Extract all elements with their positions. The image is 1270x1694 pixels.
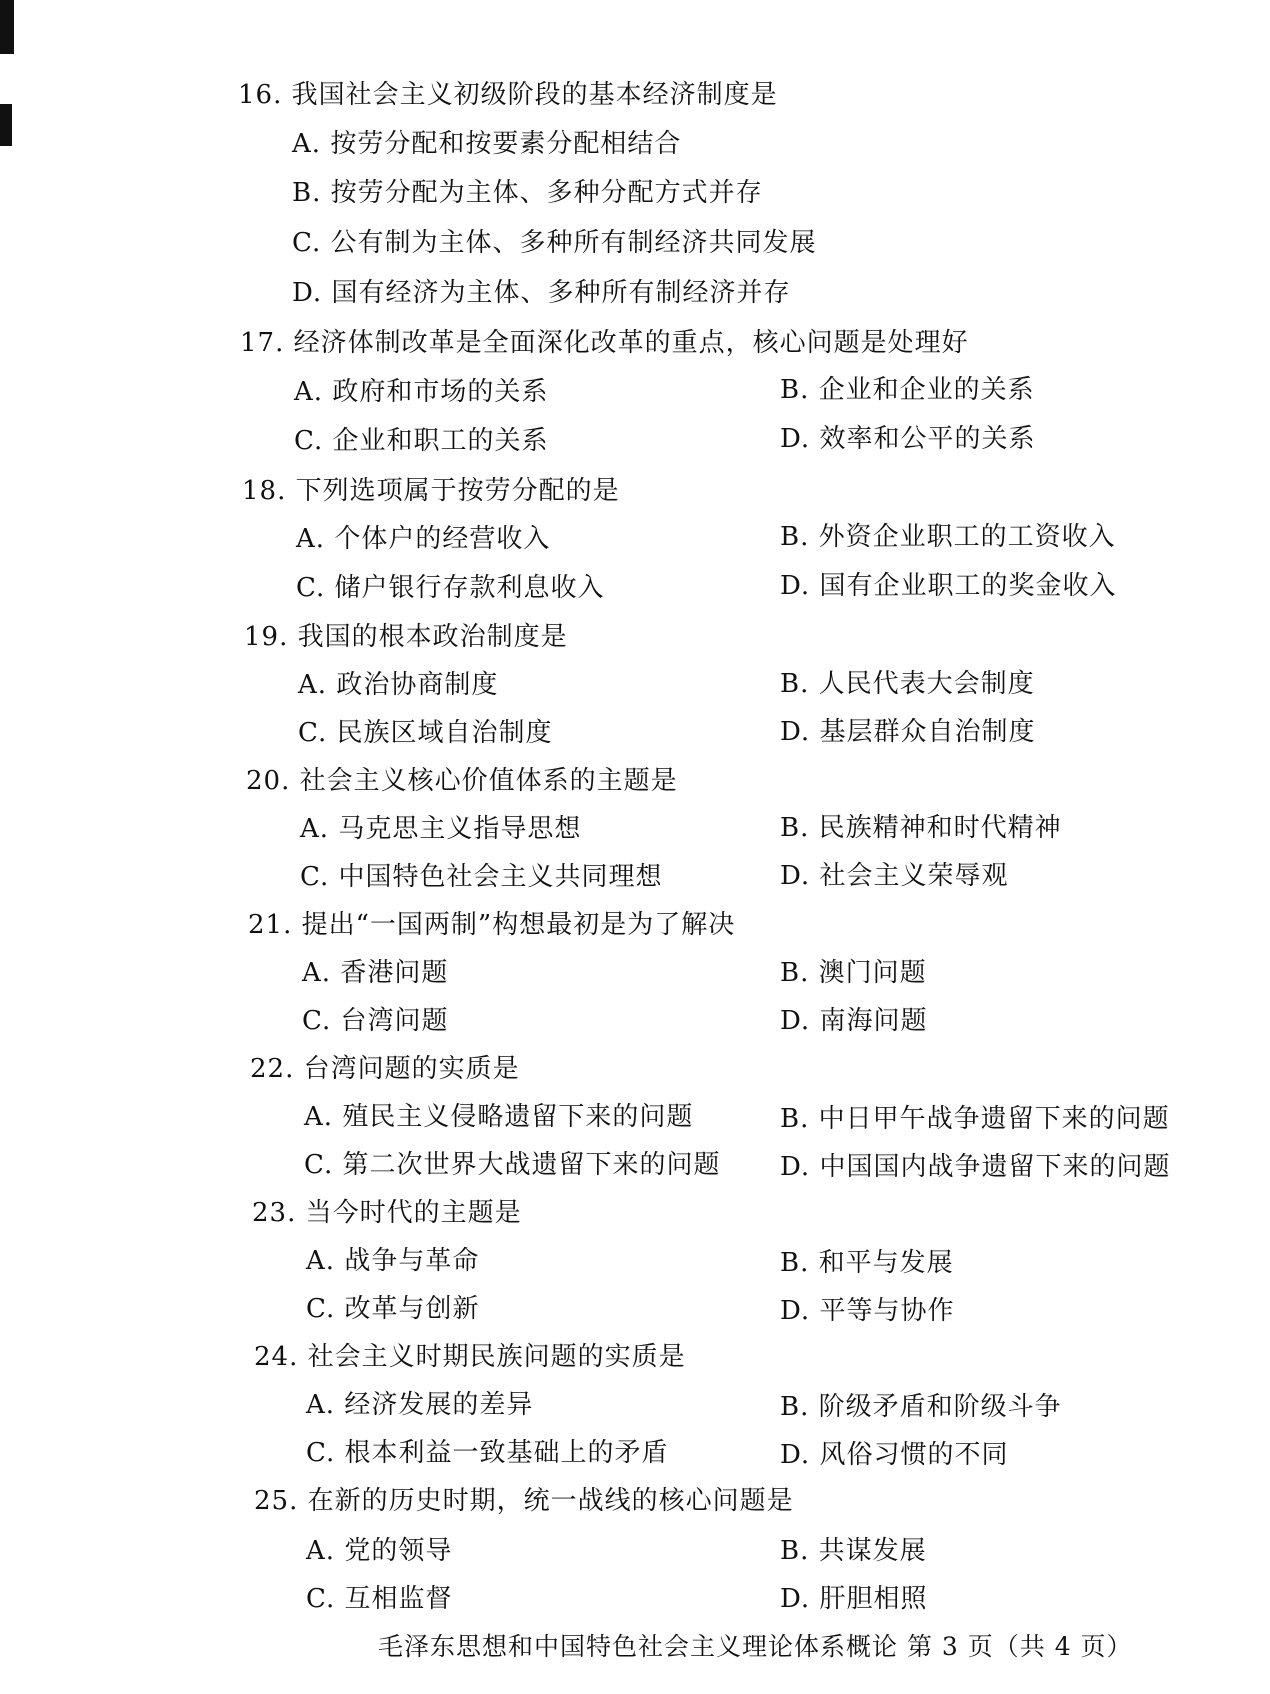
option-24-a: [306, 1390, 533, 1420]
option-18-a: [296, 524, 550, 554]
option-letter: C.: [306, 1584, 336, 1614]
option-21-a: [302, 958, 448, 988]
option-letter: D.: [292, 278, 323, 308]
question-stem: 在新的历史时期，统一战线的核心问题是: [307, 1486, 794, 1516]
option-25-b: [780, 1536, 927, 1566]
question-stem: 社会主义核心价值体系的主题是: [299, 766, 678, 796]
option-17-b: [780, 375, 1035, 405]
option-22-c: [304, 1150, 721, 1180]
option-text: 储户银行存款利息收入: [334, 573, 605, 603]
option-17-a: [294, 377, 548, 407]
question-16: [238, 80, 778, 110]
option-text: 根本利益一致基础上的矛盾: [344, 1438, 669, 1468]
option-23-b: [780, 1248, 954, 1278]
question-22: [250, 1054, 520, 1084]
question-stem: 我国的根本政治制度是: [297, 622, 568, 652]
option-text: 按劳分配和按要素分配相结合: [330, 129, 682, 159]
option-letter: C.: [292, 228, 322, 258]
question-19: [244, 622, 568, 652]
option-text: 人民代表大会制度: [818, 669, 1035, 699]
question-number: 23.: [252, 1198, 297, 1228]
option-21-d: [780, 1006, 927, 1036]
option-text: 台湾问题: [340, 1006, 449, 1036]
option-24-c: [306, 1438, 669, 1468]
option-letter: C.: [298, 718, 328, 748]
question-stem: 当今时代的主题是: [305, 1198, 522, 1228]
option-text: 企业和职工的关系: [332, 426, 549, 456]
question-number: 20.: [246, 766, 291, 796]
option-16-a: [292, 129, 681, 159]
option-letter: A.: [292, 129, 322, 159]
option-22-a: [304, 1102, 693, 1132]
option-22-b: [780, 1104, 1170, 1134]
question-24: [254, 1342, 686, 1372]
option-letter: D.: [780, 861, 811, 891]
option-text: 互相监督: [344, 1584, 453, 1614]
option-text: 中国国内战争遗留下来的问题: [819, 1152, 1171, 1182]
option-text: 政治协商制度: [336, 670, 499, 700]
option-letter: D.: [780, 571, 811, 601]
question-stem: 台湾问题的实质是: [303, 1054, 520, 1084]
question-25: [254, 1486, 794, 1516]
option-text: 民族精神和时代精神: [818, 813, 1062, 843]
option-letter: C.: [294, 426, 324, 456]
option-text: 国有经济为主体、多种所有制经济并存: [331, 278, 791, 308]
option-letter: B.: [780, 522, 810, 552]
question-20: [246, 766, 678, 796]
option-text: 党的领导: [344, 1536, 453, 1566]
option-letter: A.: [304, 1102, 334, 1132]
question-23: [252, 1198, 522, 1228]
option-letter: D.: [780, 424, 811, 454]
option-20-b: [780, 813, 1062, 843]
option-17-d: [780, 424, 1035, 454]
option-16-c: [292, 228, 817, 258]
option-19-a: [298, 670, 498, 700]
option-text: 阶级矛盾和阶级斗争: [818, 1392, 1062, 1422]
option-25-d: [780, 1584, 927, 1614]
option-letter: B.: [780, 669, 810, 699]
option-text: 和平与发展: [818, 1248, 954, 1278]
option-24-b: [780, 1392, 1062, 1422]
option-16-b: [292, 178, 763, 208]
option-text: 第二次世界大战遗留下来的问题: [342, 1150, 721, 1180]
option-letter: A.: [306, 1246, 336, 1276]
option-text: 马克思主义指导思想: [338, 814, 582, 844]
option-text: 基层群众自治制度: [819, 717, 1036, 747]
question-18: [242, 476, 620, 506]
option-text: 平等与协作: [819, 1296, 955, 1326]
question-stem: 社会主义时期民族问题的实质是: [307, 1342, 686, 1372]
option-text: 中日甲午战争遗留下来的问题: [818, 1104, 1170, 1134]
option-text: 国有企业职工的奖金收入: [819, 571, 1117, 601]
option-21-b: [780, 958, 927, 988]
option-text: 政府和市场的关系: [332, 377, 549, 407]
option-letter: A.: [294, 377, 324, 407]
option-letter: B.: [780, 375, 810, 405]
option-25-a: [306, 1536, 452, 1566]
option-text: 中国特色社会主义共同理想: [338, 862, 663, 892]
question-number: 21.: [248, 910, 293, 940]
option-20-c: [300, 862, 663, 892]
option-17-c: [294, 426, 549, 456]
option-letter: C.: [306, 1438, 336, 1468]
option-22-d: [780, 1152, 1170, 1182]
option-letter: A.: [296, 524, 326, 554]
question-number: 25.: [254, 1486, 299, 1516]
option-16-d: [292, 278, 790, 308]
option-text: 肝胆相照: [819, 1584, 928, 1614]
option-text: 澳门问题: [818, 958, 927, 988]
option-letter: B.: [780, 1248, 810, 1278]
option-letter: D.: [780, 1006, 811, 1036]
scan-registration-mark: [0, 0, 14, 54]
option-letter: C.: [306, 1294, 336, 1324]
scan-registration-mark: [0, 104, 12, 146]
option-18-b: [780, 522, 1116, 552]
option-letter: C.: [304, 1150, 334, 1180]
option-23-c: [306, 1294, 480, 1324]
option-letter: A.: [300, 814, 330, 844]
option-letter: B.: [292, 178, 322, 208]
option-letter: C.: [296, 573, 326, 603]
option-letter: B.: [780, 1392, 810, 1422]
option-letter: D.: [780, 1152, 811, 1182]
option-text: 社会主义荣辱观: [819, 861, 1009, 891]
option-letter: D.: [780, 1584, 811, 1614]
option-20-a: [300, 814, 581, 844]
option-text: 经济发展的差异: [344, 1390, 534, 1420]
option-letter: D.: [780, 1296, 811, 1326]
question-number: 16.: [238, 80, 283, 110]
option-21-c: [302, 1006, 449, 1036]
option-text: 共谋发展: [818, 1536, 927, 1566]
option-24-d: [780, 1440, 1008, 1470]
question-number: 17.: [240, 328, 285, 358]
option-19-b: [780, 669, 1035, 699]
option-text: 企业和企业的关系: [818, 375, 1035, 405]
option-text: 战争与革命: [344, 1246, 480, 1276]
option-letter: A.: [306, 1390, 336, 1420]
option-text: 外资企业职工的工资收入: [818, 522, 1116, 552]
question-stem: 我国社会主义初级阶段的基本经济制度是: [291, 80, 778, 110]
page-footer: 毛泽东思想和中国特色社会主义理论体系概论 第 3 页（共 4 页）: [378, 1632, 1133, 1661]
option-25-c: [306, 1584, 453, 1614]
question-stem: 提出“一国两制”构想最初是为了解决: [301, 910, 736, 940]
option-letter: D.: [780, 1440, 811, 1470]
option-text: 改革与创新: [344, 1294, 480, 1324]
question-number: 19.: [244, 622, 289, 652]
option-letter: A.: [298, 670, 328, 700]
option-letter: C.: [300, 862, 330, 892]
question-number: 22.: [250, 1054, 295, 1084]
option-19-d: [780, 717, 1035, 747]
option-18-c: [296, 573, 605, 603]
question-number: 18.: [242, 476, 287, 506]
option-letter: B.: [780, 1536, 810, 1566]
option-text: 殖民主义侵略遗留下来的问题: [342, 1102, 694, 1132]
option-text: 南海问题: [819, 1006, 928, 1036]
question-21: [248, 910, 735, 940]
option-letter: C.: [302, 1006, 332, 1036]
option-text: 效率和公平的关系: [819, 424, 1036, 454]
question-number: 24.: [254, 1342, 299, 1372]
option-text: 按劳分配为主体、多种分配方式并存: [330, 178, 763, 208]
option-20-d: [780, 861, 1008, 891]
option-text: 民族区域自治制度: [336, 718, 553, 748]
question-stem: 下列选项属于按劳分配的是: [295, 476, 620, 506]
question-stem: 经济体制改革是全面深化改革的重点，核心问题是处理好: [293, 328, 969, 358]
option-text: 个体户的经营收入: [334, 524, 551, 554]
option-18-d: [780, 571, 1116, 601]
option-letter: A.: [306, 1536, 336, 1566]
option-19-c: [298, 718, 553, 748]
option-letter: B.: [780, 1104, 810, 1134]
option-23-d: [780, 1296, 954, 1326]
option-letter: D.: [780, 717, 811, 747]
option-text: 香港问题: [340, 958, 449, 988]
question-17: [240, 328, 969, 358]
option-letter: B.: [780, 813, 810, 843]
option-23-a: [306, 1246, 479, 1276]
option-text: 公有制为主体、多种所有制经济共同发展: [330, 228, 817, 258]
option-letter: B.: [780, 958, 810, 988]
option-letter: A.: [302, 958, 332, 988]
option-text: 风俗习惯的不同: [819, 1440, 1009, 1470]
